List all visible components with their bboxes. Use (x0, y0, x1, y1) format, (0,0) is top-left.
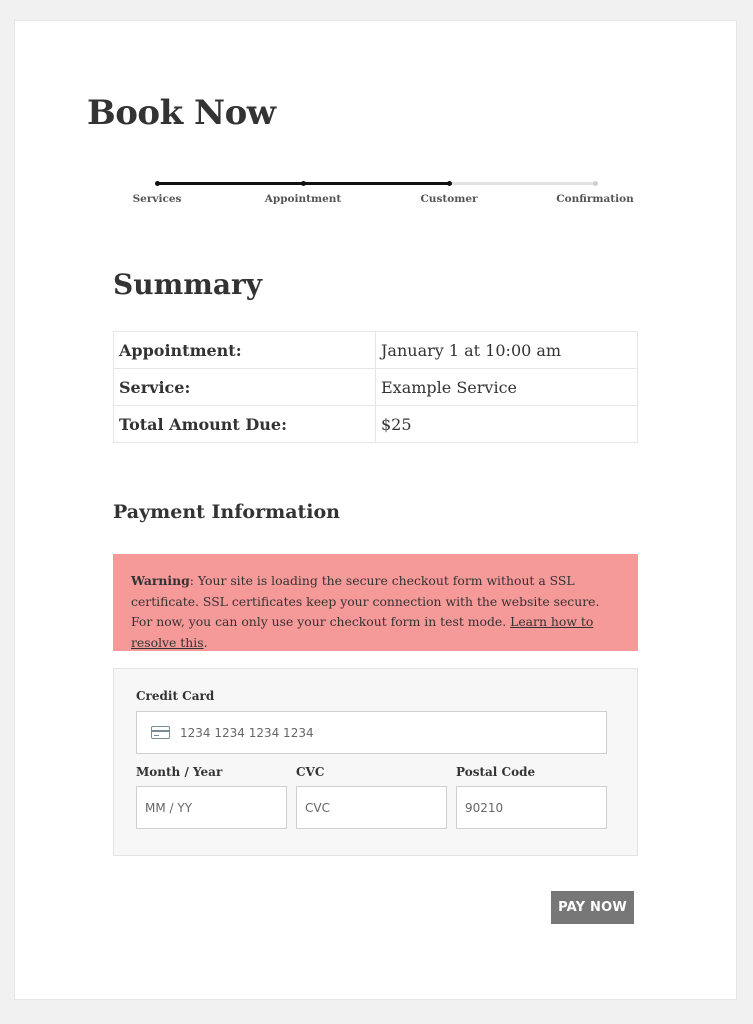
step-label-appointment[interactable]: Appointment (264, 193, 342, 205)
ssl-warning-notice (113, 554, 638, 651)
credit-card-placeholder: 1234 1234 1234 1234 (180, 725, 314, 740)
step-label-confirmation: Confirmation (556, 193, 634, 205)
table-row (114, 332, 638, 369)
table-row (114, 369, 638, 406)
warning-label: Warning (131, 573, 190, 588)
summary-value-appointment: January 1 at 10:00 am (376, 332, 638, 369)
cvc-placeholder: CVC (305, 800, 330, 815)
resolve-ssl-link[interactable]: Learn how to resolve this (131, 614, 594, 650)
summary-table (113, 331, 638, 443)
warning-text: : Your site is loading the secure checkout form without a SSL certificate. SSL certificates keep your connection with the website secure. For now, you can only use your checkout form in test mode. (131, 573, 600, 629)
cvc-input[interactable] (296, 786, 447, 829)
postal-code-input[interactable] (456, 786, 607, 829)
credit-card-label: Credit Card (136, 689, 215, 703)
step-dot-confirmation (593, 181, 598, 186)
step-label-services[interactable]: Services (132, 193, 182, 205)
checkout-form (113, 668, 638, 856)
cvc-label: CVC (296, 765, 325, 779)
summary-value-total: $25 (376, 406, 638, 443)
summary-key-appointment: Appointment: (114, 332, 376, 369)
step-dot-customer (447, 181, 452, 186)
summary-title: Summary (113, 268, 262, 301)
progress-track-remaining (449, 182, 595, 185)
postal-code-value: 90210 (465, 800, 504, 815)
summary-value-service: Example Service (376, 369, 638, 406)
summary-key-service: Service: (114, 369, 376, 406)
page-title: Book Now (87, 93, 276, 133)
expiry-label: Month / Year (136, 765, 223, 779)
step-dot-appointment (301, 181, 306, 186)
credit-card-input[interactable] (136, 711, 607, 754)
expiry-input[interactable] (136, 786, 287, 829)
progress-steps (15, 171, 738, 221)
payment-information-title: Payment Information (113, 501, 340, 523)
step-label-customer: Customer (420, 193, 478, 205)
postal-code-label: Postal Code (456, 765, 536, 779)
table-row (114, 406, 638, 443)
credit-card-icon (151, 726, 170, 739)
pay-now-button[interactable]: PAY NOW (551, 891, 634, 924)
warning-trailing: . (203, 634, 208, 650)
expiry-placeholder: MM / YY (145, 800, 193, 815)
summary-key-total: Total Amount Due: (114, 406, 376, 443)
step-dot-services (155, 181, 160, 186)
booking-card (14, 20, 737, 1000)
